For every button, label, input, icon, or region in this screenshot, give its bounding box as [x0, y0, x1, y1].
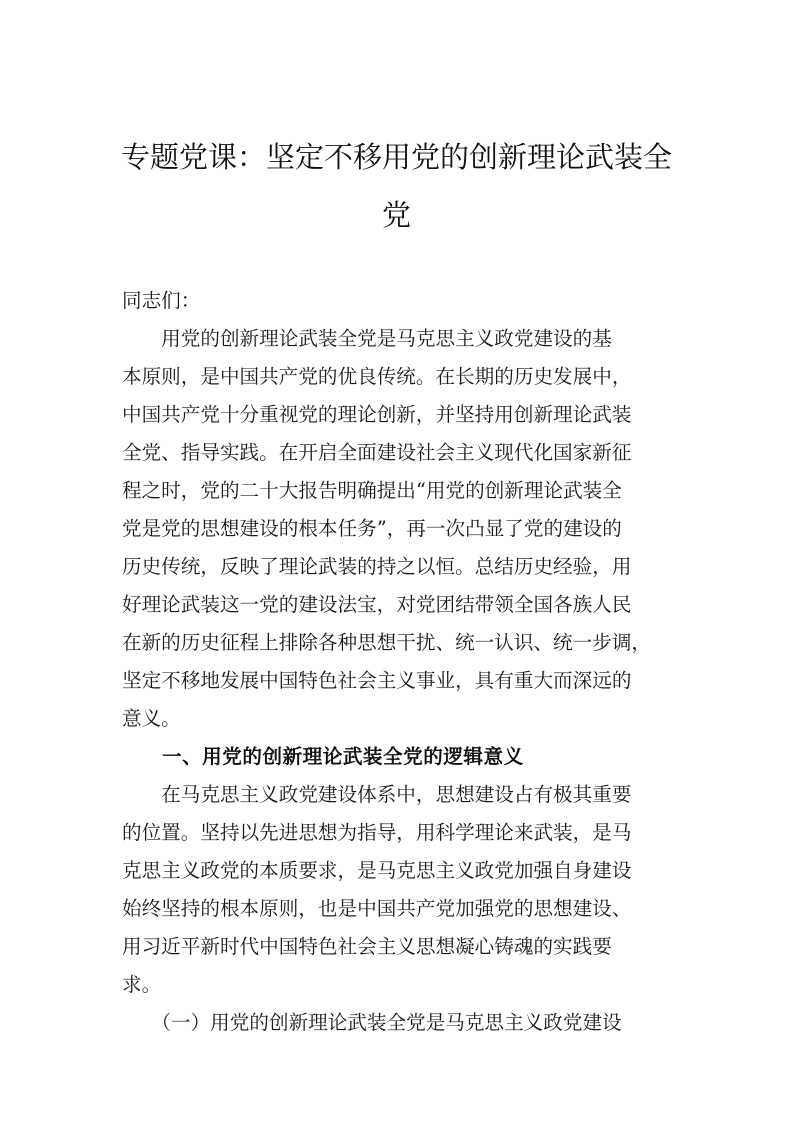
- paragraph-1-line: 党是党的思想建设的根本任务”，再一次凸显了党的建设的: [122, 517, 622, 540]
- subsection-1-heading: （一）用党的创新理论武装全党是马克思主义政党建设: [122, 1011, 622, 1034]
- section-1-heading: 一、用党的创新理论武装全党的逻辑意义: [162, 745, 524, 768]
- paragraph-2-line: 始终坚持的根本原则，也是中国共产党加强党的思想建设、: [122, 897, 632, 920]
- paragraph-2-line: 克思主义政党的本质要求，是马克思主义政党加强自身建设: [122, 859, 632, 882]
- paragraph-1-line: 中国共产党十分重视党的理论创新，并坚持用创新理论武装: [122, 403, 632, 426]
- paragraph-1-line: 程之时，党的二十大报告明确提出“用党的创新理论武装全: [122, 479, 622, 502]
- paragraph-1-line: 坚定不移地发展中国特色社会主义事业，具有重大而深远的: [122, 669, 632, 692]
- paragraph-1-line: 好理论武装这一党的建设法宝，对党团结带领全国各族人民: [122, 593, 632, 616]
- paragraph-1-line: 历史传统，反映了理论武装的持之以恒。总结历史经验，用: [122, 555, 632, 578]
- paragraph-1-line: 本原则，是中国共产党的优良传统。在长期的历史发展中，: [122, 365, 632, 388]
- paragraph-2-line: 用习近平新时代中国特色社会主义思想凝心铸魂的实践要: [122, 935, 612, 958]
- paragraph-2-line: 的位置。坚持以先进思想为指导，用科学理论来武装，是马: [122, 821, 632, 844]
- salutation: 同志们：: [122, 289, 201, 312]
- paragraph-1-line: 全党、指导实践。在开启全面建设社会主义现代化国家新征: [122, 441, 632, 464]
- paragraph-1-line: 在新的历史征程上排除各种思想干扰、统一认识、统一步调，: [122, 631, 652, 654]
- paragraph-1-line: 意义。: [122, 707, 181, 730]
- document-title-line-1: 专题党课：坚定不移用党的创新理论武装全: [120, 140, 672, 174]
- paragraph-2-line: 求。: [122, 973, 162, 996]
- paragraph-1-line: 用党的创新理论武装全党是马克思主义政党建设的基: [122, 327, 612, 350]
- paragraph-2-line: 在马克思主义政党建设体系中，思想建设占有极其重要: [122, 783, 632, 806]
- document-title-line-2: 党: [381, 198, 411, 232]
